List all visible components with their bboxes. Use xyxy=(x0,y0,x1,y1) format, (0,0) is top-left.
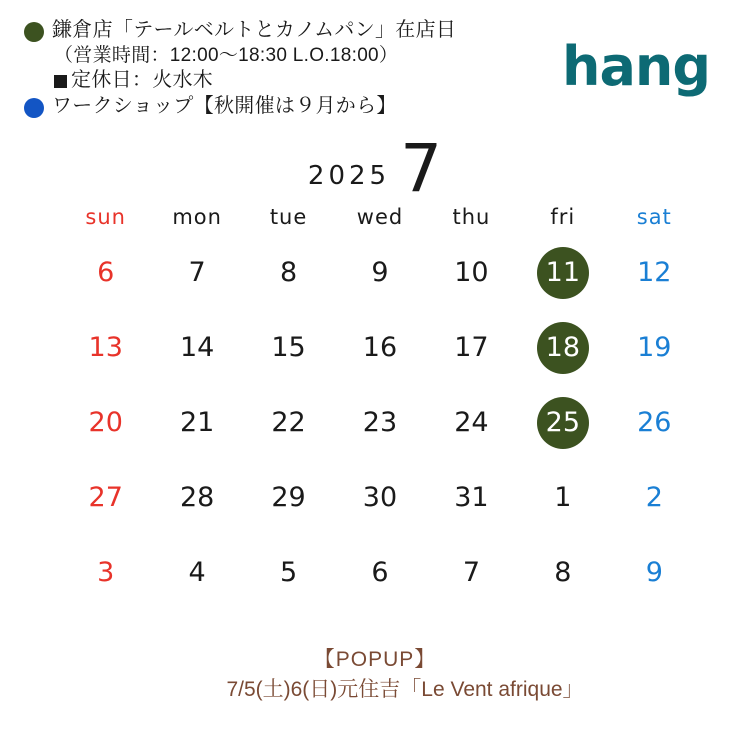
calendar-day-cell xyxy=(243,385,334,460)
legend-hours-text: （営業時間：12:00〜18:30 L.O.18:00） xyxy=(54,44,399,66)
calendar-day-cell xyxy=(151,235,242,310)
calendar-day: 15 xyxy=(271,332,306,363)
calendar-day: 27 xyxy=(88,482,123,513)
calendar-day: 9 xyxy=(645,557,663,588)
footer-popup-info xyxy=(0,645,750,706)
calendar-day: 2 xyxy=(645,482,663,513)
calendar-day-cell xyxy=(609,535,700,610)
calendar-day: 17 xyxy=(454,332,489,363)
calendar-weeks xyxy=(60,235,700,610)
popup-title: 【POPUP】 xyxy=(313,648,437,671)
brand-logo: hang xyxy=(562,35,710,98)
calendar-day: 22 xyxy=(271,407,306,438)
calendar-day: 28 xyxy=(179,482,215,513)
calendar-day-cell xyxy=(60,385,151,460)
calendar-day: 9 xyxy=(371,257,389,288)
calendar-day: 13 xyxy=(88,332,123,363)
calendar-day-marked: 25 xyxy=(537,397,589,449)
weekday-mon: mon xyxy=(172,205,222,229)
calendar-day-cell xyxy=(609,385,700,460)
calendar-day: 31 xyxy=(454,482,489,513)
calendar-day-cell xyxy=(334,535,425,610)
calendar-day-cell xyxy=(243,535,334,610)
legend-closed-days-text: 定休日：火水木 xyxy=(71,68,214,91)
calendar-day: 6 xyxy=(97,257,115,288)
calendar-grid xyxy=(60,205,700,610)
calendar-day-cell xyxy=(243,310,334,385)
weekday-header-row xyxy=(60,205,700,235)
calendar-day-cell xyxy=(151,460,242,535)
calendar-day: 16 xyxy=(362,332,398,363)
calendar-day: 4 xyxy=(188,557,206,588)
calendar-day-cell xyxy=(426,235,517,310)
calendar-day: 30 xyxy=(362,482,398,513)
legend-row-closed-days xyxy=(24,68,584,94)
legend-block xyxy=(24,18,584,119)
weekday-sat: sat xyxy=(636,205,672,229)
calendar-day: 26 xyxy=(637,407,672,438)
calendar-day-cell xyxy=(334,235,425,310)
legend-store-days-text: 鎌倉店「テールベルトとカノムパン」在店日 xyxy=(52,19,457,41)
calendar-day: 19 xyxy=(637,332,672,363)
calendar-day-cell xyxy=(426,535,517,610)
calendar-day-cell xyxy=(609,310,700,385)
legend-workshop-text: ワークショップ【秋開催は９月から】 xyxy=(52,94,397,117)
weekday-wed: wed xyxy=(356,205,404,229)
calendar-day-cell xyxy=(609,460,700,535)
legend-row-hours xyxy=(24,44,584,68)
calendar-day-cell xyxy=(426,385,517,460)
calendar-day: 21 xyxy=(179,407,215,438)
calendar-day: 29 xyxy=(271,482,306,513)
calendar-day: 8 xyxy=(279,257,298,288)
weekday-fri: fri xyxy=(550,205,576,229)
calendar-day-cell xyxy=(60,310,151,385)
weekday-tue: tue xyxy=(269,205,308,229)
calendar-day-marked: 11 xyxy=(537,247,589,299)
calendar-day-cell xyxy=(60,460,151,535)
calendar-day: 7 xyxy=(188,257,206,288)
calendar-month: 7 xyxy=(400,130,443,207)
calendar-day: 23 xyxy=(362,407,398,438)
calendar-day: 10 xyxy=(454,257,489,288)
legend-row-workshop xyxy=(24,94,584,120)
calendar-day: 12 xyxy=(637,257,672,288)
calendar-day: 3 xyxy=(97,557,115,588)
calendar-week-row xyxy=(60,385,700,460)
calendar-day-cell xyxy=(517,535,608,610)
calendar-day-marked: 18 xyxy=(537,322,589,374)
green-dot-icon xyxy=(24,22,44,42)
calendar-day-cell xyxy=(60,235,151,310)
calendar-day-cell xyxy=(426,310,517,385)
calendar-day-cell xyxy=(609,235,700,310)
calendar-week-row xyxy=(60,460,700,535)
calendar-day-cell xyxy=(243,235,334,310)
calendar-day: 20 xyxy=(88,407,123,438)
calendar-day: 8 xyxy=(554,557,572,588)
calendar-day: 6 xyxy=(371,557,389,588)
calendar-day-cell xyxy=(243,460,334,535)
black-square-icon xyxy=(54,75,67,88)
calendar-day-cell xyxy=(517,460,608,535)
calendar-day: 14 xyxy=(179,332,215,363)
popup-detail: 7/5(土)6(日)元住吉「Le Vent afrique」 xyxy=(226,678,584,702)
blue-dot-icon xyxy=(24,98,44,118)
calendar-day-cell xyxy=(426,460,517,535)
calendar-week-row xyxy=(60,235,700,310)
calendar-day-cell xyxy=(334,310,425,385)
calendar-day-cell xyxy=(151,535,242,610)
calendar-week-row xyxy=(60,535,700,610)
calendar-day-cell xyxy=(517,235,608,310)
calendar-day: 7 xyxy=(462,557,481,588)
weekday-sun: sun xyxy=(85,205,126,229)
weekday-thu: thu xyxy=(452,205,491,229)
legend-row-store-days xyxy=(24,18,584,44)
calendar-week-row xyxy=(60,310,700,385)
calendar-day-cell xyxy=(151,310,242,385)
calendar-day-cell xyxy=(334,385,425,460)
calendar-day-cell xyxy=(334,460,425,535)
calendar-day: 24 xyxy=(454,407,489,438)
calendar-day-cell xyxy=(60,535,151,610)
calendar-day-cell xyxy=(517,385,608,460)
calendar-day: 1 xyxy=(554,482,572,513)
calendar-year: 2025 xyxy=(307,160,391,191)
calendar-title xyxy=(0,130,750,207)
calendar-day: 5 xyxy=(279,557,298,588)
calendar-day-cell xyxy=(517,310,608,385)
calendar-day-cell xyxy=(151,385,242,460)
